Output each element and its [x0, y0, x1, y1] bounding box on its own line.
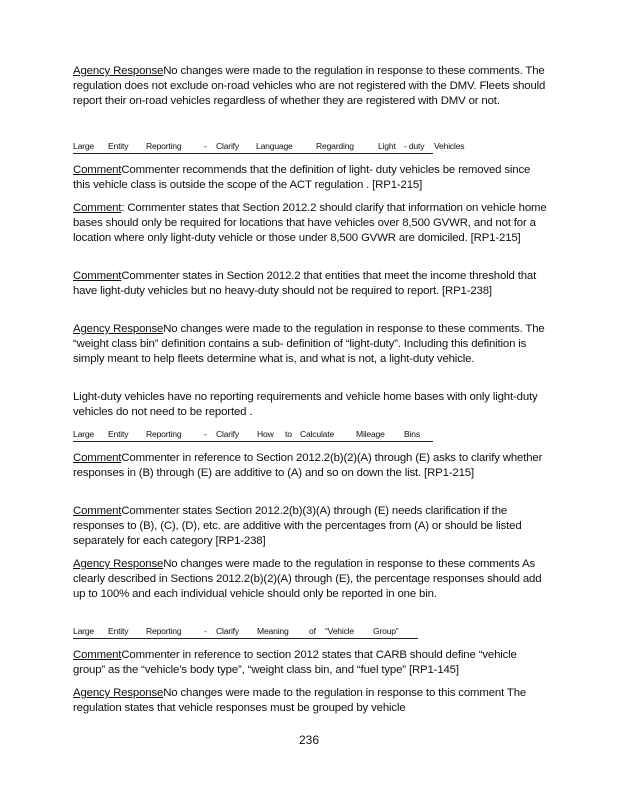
- heading-word: Reporting: [146, 141, 182, 151]
- heading-word: of: [309, 626, 316, 636]
- heading-word: Calculate: [300, 429, 335, 439]
- agency-response-2: [73, 322, 548, 368]
- comment-4: [73, 451, 548, 481]
- lead-label: Agency Response: [73, 65, 164, 77]
- lead-label: Agency Response: [73, 323, 164, 335]
- paragraph-text: No changes were made to the regulation in response to this comment The regulation states that vehicle responses must be grouped by vehicle: [73, 687, 527, 715]
- heading-word: -: [204, 141, 207, 151]
- heading-word: Large: [73, 626, 94, 636]
- lead-label: Agency Response: [73, 558, 164, 570]
- lead-label: Comment: [73, 164, 122, 176]
- heading-word: Language: [256, 141, 293, 151]
- paragraph-text: No changes were made to the regulation in response to these comments. The regulation does not exclude on-road vehicles who are not registered with the DMV. Fleets should report their on-road vehicles regardless of whether they are registered with DMV or not.: [73, 65, 546, 108]
- heading-word: Clarify: [216, 429, 239, 439]
- heading-word: to: [285, 429, 292, 439]
- paragraph-text: Commenter in reference to Section 2012.2(b)(2)(A) through (E) asks to clarify whether responses in (B) through (E) are additive to (A) and so on down the list. [RP1-215]: [73, 452, 543, 480]
- section-heading-mileage-bins: [73, 428, 433, 442]
- heading-word: Large: [73, 141, 94, 151]
- heading-word: Group”: [373, 626, 399, 636]
- lead-label: Comment: [73, 270, 122, 282]
- heading-word: Entity: [108, 141, 129, 151]
- heading-word: How: [257, 429, 274, 439]
- lead-label: Agency Response: [73, 687, 164, 699]
- heading-word: “Vehicle: [325, 626, 354, 636]
- heading-word: Light: [378, 141, 396, 151]
- lead-label: Comment: [73, 452, 122, 464]
- heading-word: -: [204, 626, 207, 636]
- paragraph-text: Commenter in reference to section 2012 states that CARB should define “vehicle group” as the “vehicle’s body type”, “weight class bin, and “fuel type” [RP1-145]: [73, 649, 517, 677]
- heading-word: Vehicles: [434, 141, 465, 151]
- lead-label: Comment: [73, 649, 122, 661]
- comment-5: [73, 504, 548, 550]
- paragraph-text: No changes were made to the regulation in response to these comments As clearly described in Sections 2012.2(b)(2)(A) through (E), the percentage responses should add up to 100% and each individual vehicle should only be reported in one bin.: [73, 558, 542, 601]
- heading-word: Entity: [108, 626, 129, 636]
- paragraph-text: Light-duty vehicles have no reporting requirements and vehicle home bases with only light-duty vehicles do not need to be reported .: [73, 391, 538, 419]
- heading-word: - duty: [404, 141, 425, 151]
- comment-6: [73, 648, 548, 678]
- section-heading-vehicle-group: [73, 625, 418, 639]
- agency-response-1: [73, 64, 548, 110]
- paragraph-text: Commenter states in Section 2012.2 that entities that meet the income threshold that have light-duty vehicles but no heavy-duty should not be required to report. [RP1-238]: [73, 270, 537, 298]
- paragraph-text: Commenter states Section 2012.2(b)(3)(A) through (E) needs clarification if the responses to (B), (C), (D), etc. are additive with the percentages from (A) or should be listed separately for each category [RP1-238]: [73, 505, 522, 548]
- heading-word: Reporting: [146, 429, 182, 439]
- paragraph-text: No changes were made to the regulation in response to these comments. The “weight class bin” definition contains a sub- definition of “light-duty”. Including this definition is simply meant to help fleets determine what is, and what is not, a light-duty vehicle.: [73, 323, 545, 366]
- comment-1: [73, 163, 548, 193]
- comment-3: [73, 269, 548, 299]
- page-number: 236: [298, 733, 320, 747]
- comment-2: [73, 201, 548, 247]
- paragraph-text: : Commenter states that Section 2012.2 should clarify that information on vehicle home bases should only be required for locations that have vehicles over 8,500 GVWR, and not for a location where only light-duty vehicle or those under 8,500 GVWR are domiciled. [RP1-215]: [73, 202, 547, 245]
- heading-word: Clarify: [216, 626, 239, 636]
- heading-word: Mileage: [356, 429, 385, 439]
- heading-word: Meaning: [257, 626, 289, 636]
- heading-word: Bins: [404, 429, 420, 439]
- heading-word: Reporting: [146, 626, 182, 636]
- agency-response-4: [73, 686, 548, 716]
- heading-word: Clarify: [216, 141, 239, 151]
- agency-response-3: [73, 557, 548, 603]
- heading-word: Regarding: [316, 141, 354, 151]
- paragraph-text: Commenter recommends that the definition of light- duty vehicles be removed since this vehicle class is outside the scope of the ACT regulation . [RP1-215]: [73, 164, 531, 192]
- lead-label: Comment: [73, 505, 122, 517]
- section-heading-light-duty: [73, 140, 465, 154]
- heading-word: Entity: [108, 429, 129, 439]
- heading-word: -: [204, 429, 207, 439]
- lead-label: Comment: [73, 202, 122, 214]
- light-duty-note: [73, 390, 548, 420]
- heading-word: Large: [73, 429, 94, 439]
